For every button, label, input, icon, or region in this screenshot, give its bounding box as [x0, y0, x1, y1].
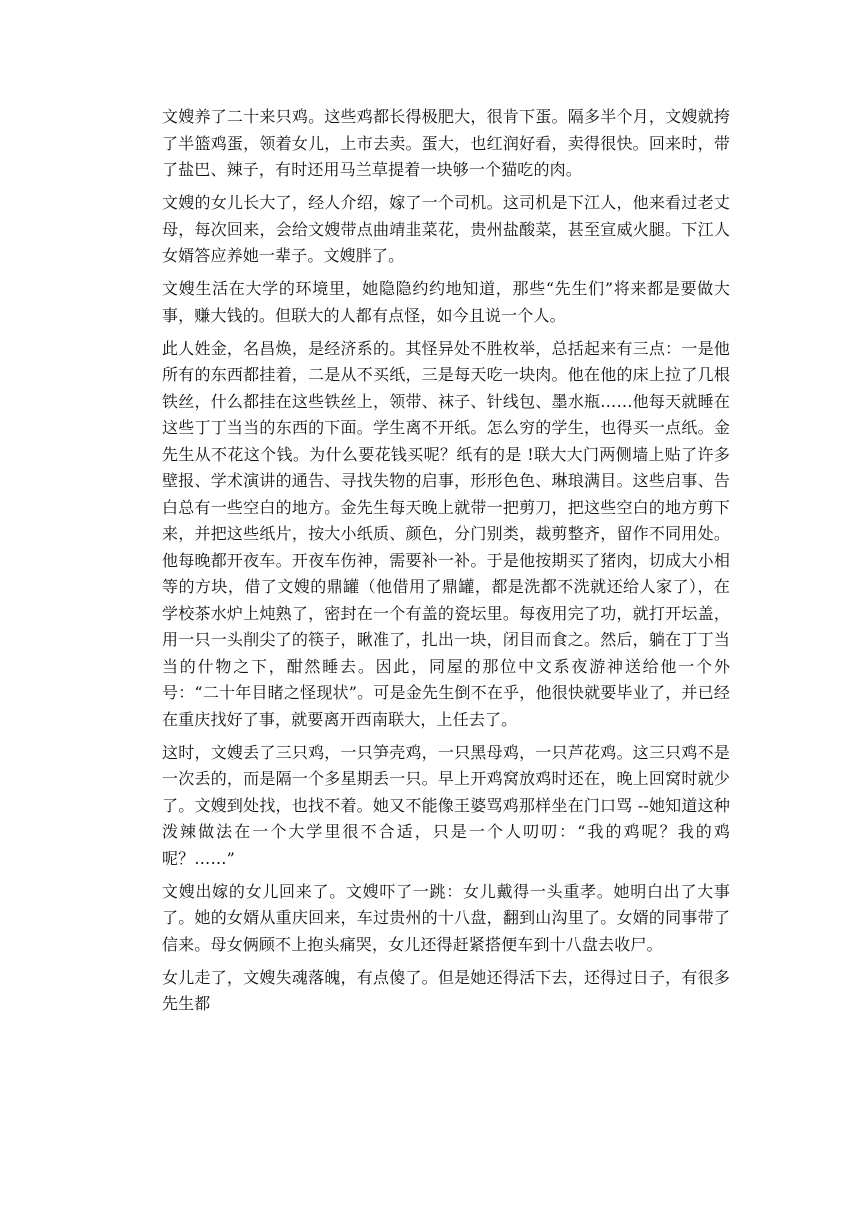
paragraph: 此人姓金，名昌焕，是经济系的。其怪异处不胜枚举，总括起来有三点：一是他所有的东西都挂着，二是从不买纸，三是每天吃一块肉。他在他的床上拉了几根铁丝，什么都挂在这些铁丝上，领带、袜子、针线包、墨水瓶……他每天就睡在这些丁丁当当的东西的下面。学生离不开纸。怎么穷的学生，也得买一点纸。金先生从不花这个钱。为什么要花钱买呢？纸有的是 !联大大门两侧墙上贴了许多壁报、学术演讲的通告、寻找失物的启事，形形色色、琳琅满目。这些启事、告白总有一些空白的地方。金先生每天晚上就带一把剪刀，把这些空白的地方剪下来，并把这些纸片，按大小纸质、颜色，分门别类，裁剪整齐，留作不同用处。他每晚都开夜车。开夜车伤神，需要补一补。于是他按期买了猪肉，切成大小相等的方块，借了文嫂的鼎罐（他借用了鼎罐，都是洗都不洗就还给人家了），在学校茶水炉上炖熟了，密封在一个有盖的瓷坛里。每夜用完了功，就打开坛盖，用一只一头削尖了的筷子，瞅准了，扎出一块，闭目而食之。然后，躺在丁丁当当的什物之下，酣然睡去。因此，同屋的那位中文系夜游神送给他一个外号：“二十年目睹之怪现状”。可是金先生倒不在乎，他很快就要毕业了，并已经在重庆找好了事，就要离开西南联大，上任去了。: [162, 338, 730, 729]
paragraph: 女儿走了，文嫂失魂落魄，有点傻了。但是她还得活下去，还得过日子，有很多先生都: [162, 967, 730, 1013]
paragraph: 文嫂的女儿长大了，经人介绍，嫁了一个司机。这司机是下江人，他来看过老丈母，每次回来，会给文嫂带点曲靖韭菜花，贵州盐酸菜，甚至宣威火腿。下江人女婿答应养她一辈子。文嫂胖了。: [162, 193, 730, 265]
paragraph: 文嫂生活在大学的环境里，她隐隐约约地知道，那些“先生们”将来都是要做大事，赚大钱的。但联大的人都有点怪，如今且说一个人。: [162, 279, 730, 325]
paragraph: 文嫂养了二十来只鸡。这些鸡都长得极肥大，很肯下蛋。隔多半个月，文嫂就挎了半篮鸡蛋，领着女儿，上市去卖。蛋大，也红润好看，卖得很快。回来时，带了盐巴、辣子，有时还用马兰草提着一块够一个猫吃的肉。: [162, 107, 730, 179]
paragraph: 文嫂出嫁的女儿回来了。文嫂吓了一跳：女儿戴得一头重孝。她明白出了大事了。她的女婿从重庆回来，车过贵州的十八盘，翻到山沟里了。女婿的同事带了信来。母女俩顾不上抱头痛哭，女儿还得赶紧搭便车到十八盘去收尸。: [162, 881, 730, 954]
document-page: [162, 104, 730, 1024]
paragraph: 这时，文嫂丢了三只鸡，一只笋壳鸡，一只黑母鸡，一只芦花鸡。这三只鸡不是一次丢的，而是隔一个多星期丢一只。早上开鸡窝放鸡时还在，晚上回窝时就少了。文嫂到处找，也找不着。她又不能像王婆骂鸡那样坐在门口骂 --她知道这种泼辣做法在一个大学里很不合适，只是一个人叨叨：“我的鸡呢？我的鸡呢？……”: [162, 742, 730, 868]
